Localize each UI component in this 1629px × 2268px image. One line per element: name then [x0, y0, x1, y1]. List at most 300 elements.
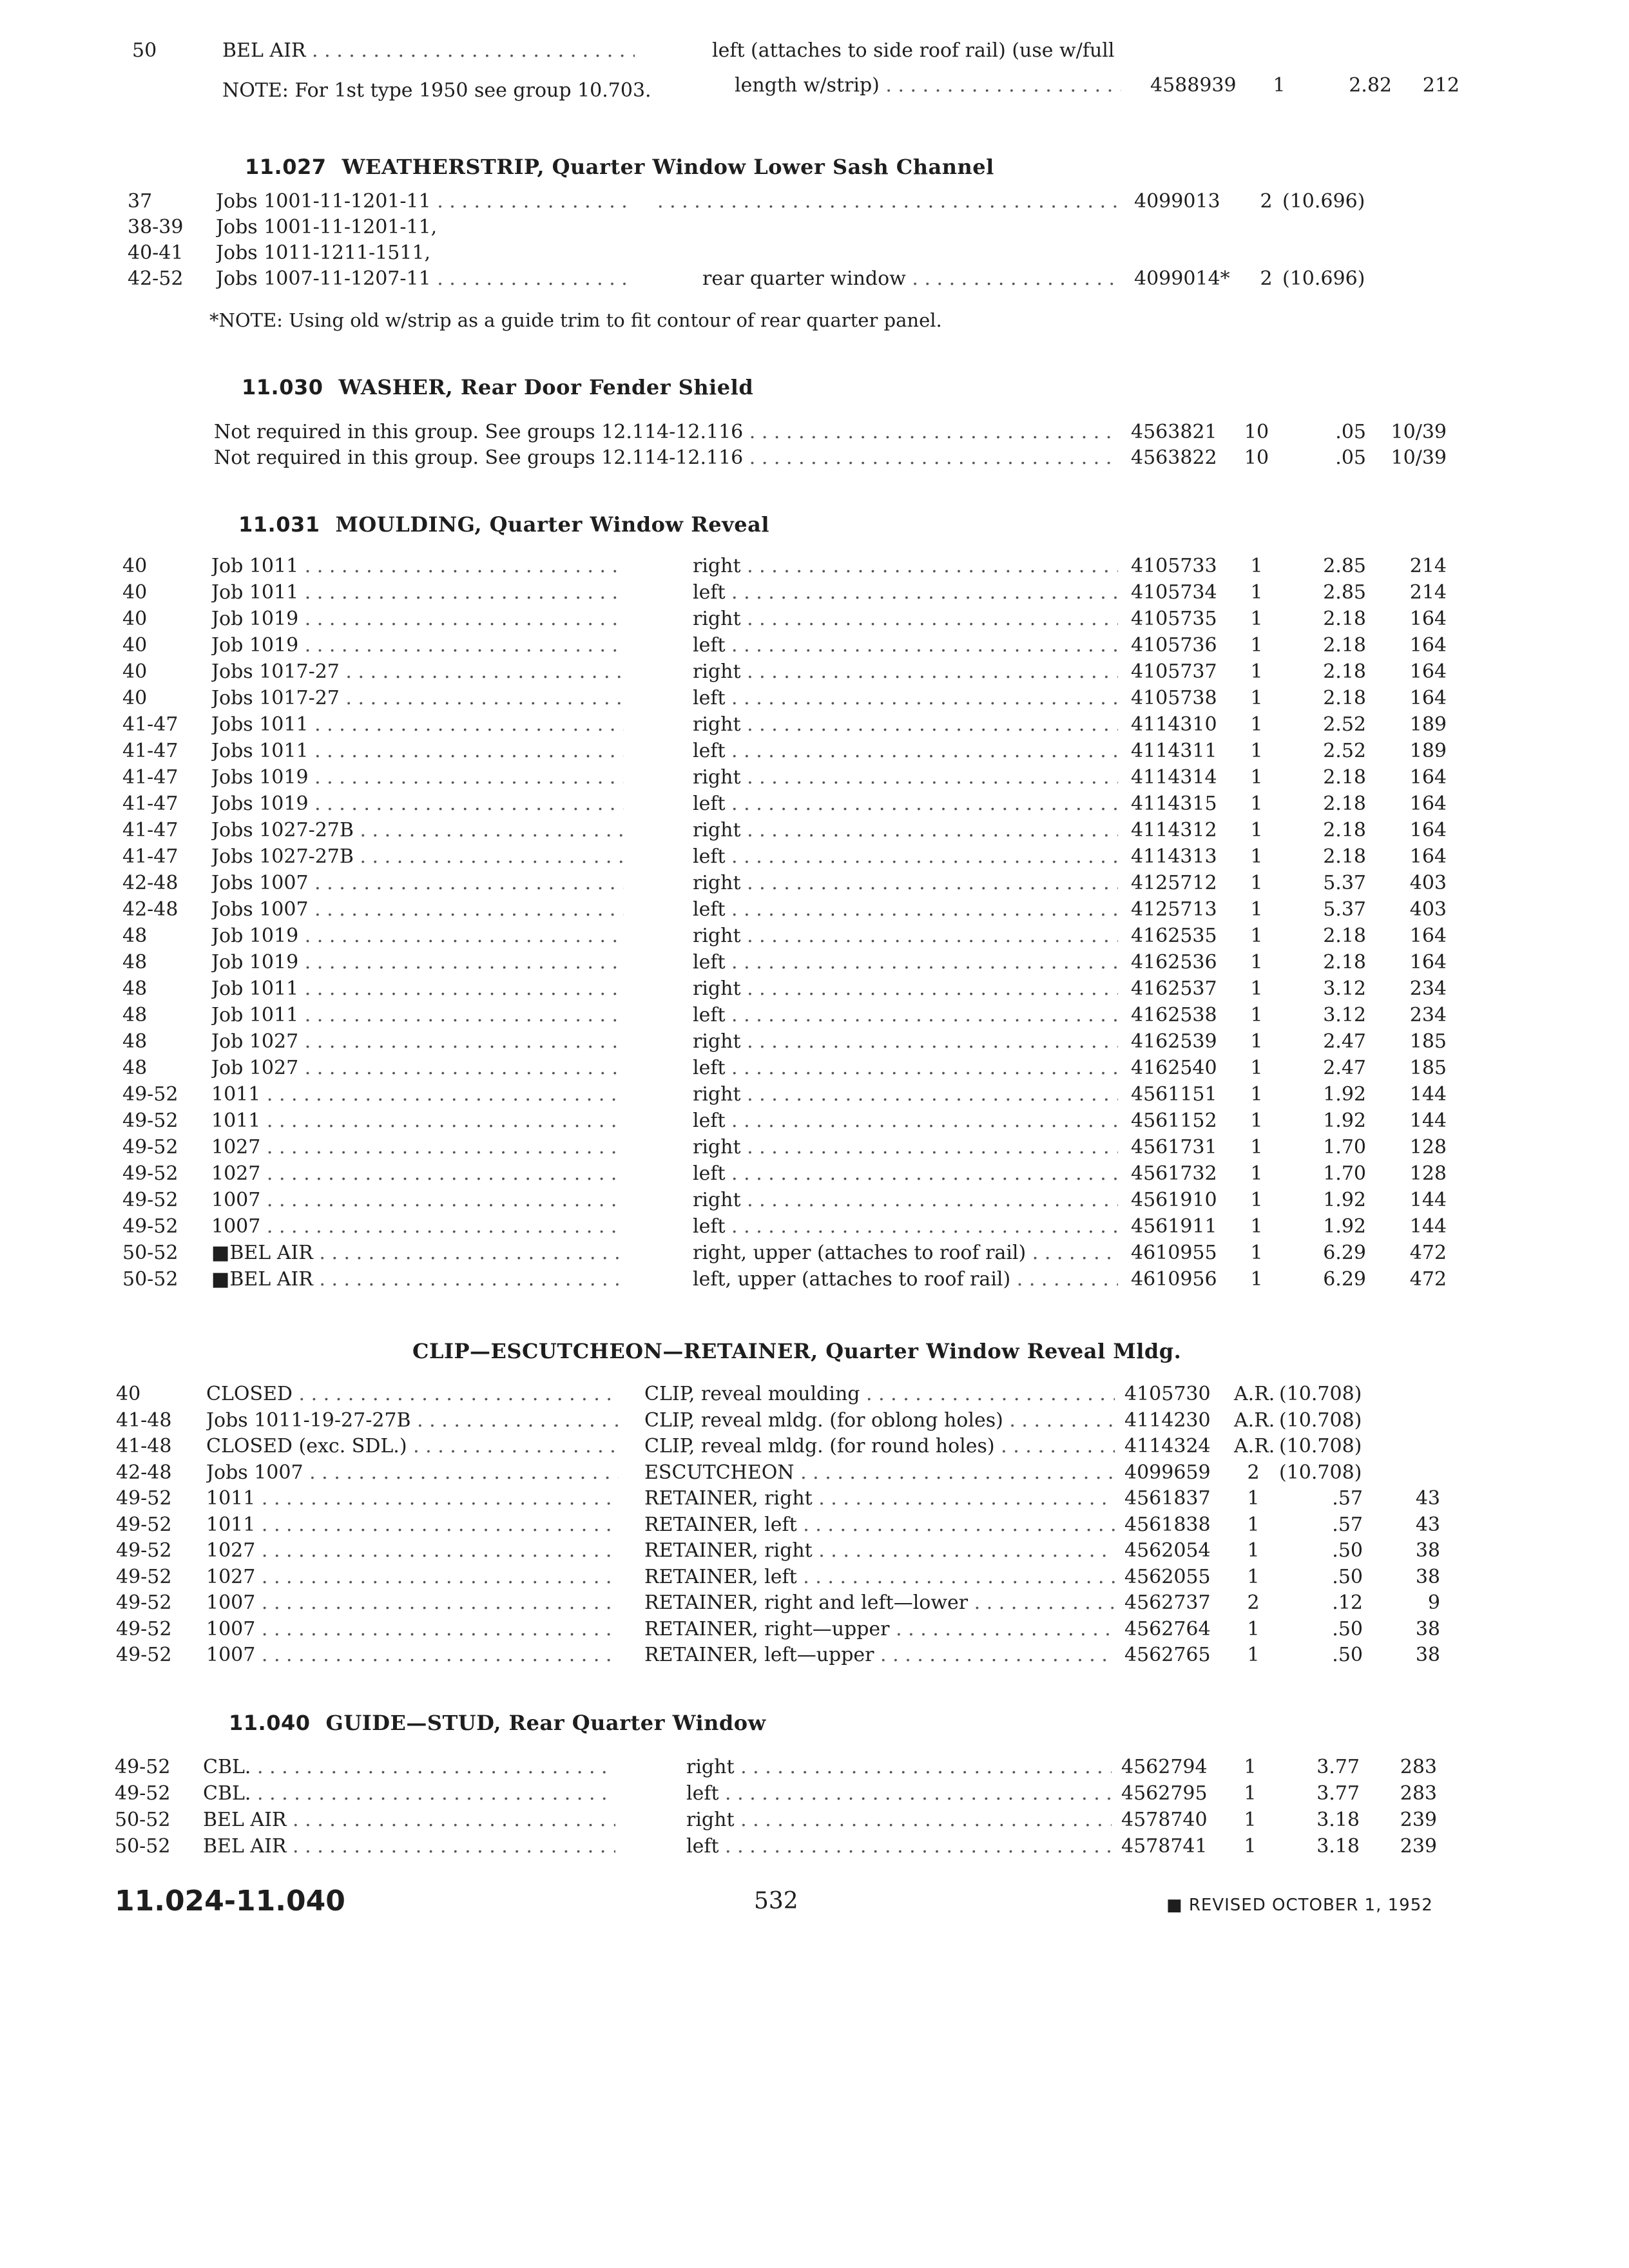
table-row	[0, 1537, 1629, 1564]
per-c: 189	[1409, 713, 1447, 736]
table-row	[0, 1512, 1629, 1539]
desc-cell: right . . .	[693, 870, 1118, 897]
year-cell: 49-52	[116, 1591, 172, 1614]
year-cell: 42-48	[122, 872, 178, 894]
per-c: 164	[1409, 660, 1447, 683]
year-cell: 40	[122, 687, 148, 709]
year-cell: 38-39	[128, 216, 184, 238]
part-number: 4114315	[1131, 793, 1217, 815]
price: 2.47	[1323, 1057, 1366, 1079]
section-title: WASHER, Rear Door Fender Shield	[338, 375, 754, 399]
group-range: 11.024-11.040	[115, 1885, 345, 1917]
table-row	[0, 1266, 1629, 1293]
desc-cell: left (attaches to side roof rail) (use w/full	[712, 39, 1115, 62]
table-row	[0, 214, 1629, 241]
per-c: 164	[1409, 766, 1447, 789]
year-cell: 49-52	[116, 1487, 172, 1510]
section-heading	[229, 1711, 766, 1735]
desc-cell: left, upper (attaches to roof rail) . . .	[693, 1266, 1118, 1293]
quantity: 1	[1250, 1057, 1263, 1079]
table-row	[0, 1381, 1629, 1408]
quantity: 1	[1250, 1215, 1263, 1238]
year-cell: 49-52	[115, 1782, 171, 1805]
job-cell: Job 1019 . . .	[211, 606, 624, 633]
per-c: 164	[1409, 634, 1447, 657]
per-c: 38	[1415, 1539, 1440, 1562]
desc-cell: right . . .	[693, 923, 1118, 950]
quantity: 1	[1250, 925, 1263, 947]
table-row	[0, 579, 1629, 606]
quantity: 10	[1244, 447, 1269, 469]
reference: (10.696)	[1282, 190, 1365, 213]
quantity: 1	[1250, 819, 1263, 841]
job-cell: Jobs 1019 . . .	[211, 791, 624, 818]
price: 3.77	[1316, 1756, 1360, 1778]
job-cell: 1011 . . .	[211, 1081, 624, 1108]
per-c: 403	[1409, 872, 1447, 894]
table-row	[0, 1616, 1629, 1643]
quantity: 1	[1250, 1110, 1263, 1132]
part-number: 4561837	[1124, 1487, 1211, 1510]
reference: (10.708)	[1279, 1383, 1362, 1405]
job-cell: 1027 . . .	[211, 1134, 624, 1161]
reference: (10.708)	[1279, 1408, 1362, 1432]
quantity: 2	[1260, 190, 1273, 213]
part-number: 4561910	[1131, 1189, 1217, 1211]
part-number: 4114312	[1131, 819, 1217, 841]
quantity: 1	[1250, 872, 1263, 894]
table-row	[0, 658, 1629, 686]
year-cell: 41-47	[122, 819, 178, 841]
price: 1.70	[1323, 1162, 1366, 1185]
quantity: 1	[1244, 1835, 1257, 1858]
quantity: 1	[1250, 555, 1263, 577]
year-cell: 49-52	[122, 1110, 178, 1132]
job-cell: 1027 . . .	[211, 1160, 624, 1187]
job-cell: Jobs 1017-27 . . .	[211, 685, 624, 712]
part-number: 4561732	[1131, 1162, 1217, 1185]
price: 1.92	[1323, 1215, 1366, 1238]
job-cell: Jobs 1017-27 . . .	[211, 658, 624, 686]
per-c: 214	[1409, 555, 1447, 577]
table-row	[0, 265, 1629, 293]
per-c: 283	[1400, 1782, 1437, 1805]
price: 1.92	[1323, 1110, 1366, 1132]
part-number: 4114324	[1124, 1435, 1211, 1457]
per-c: 164	[1409, 845, 1447, 868]
year-cell: 40	[122, 555, 148, 577]
desc-cell: right, upper (attaches to roof rail) . . .	[693, 1240, 1118, 1267]
quantity: 1	[1244, 1756, 1257, 1778]
quantity: 1	[1250, 951, 1263, 974]
quantity: 1	[1250, 977, 1263, 1000]
per-c: 283	[1400, 1756, 1437, 1778]
table-row	[0, 1754, 1629, 1781]
part-number: 4562794	[1121, 1756, 1208, 1778]
year-cell: 50-52	[122, 1242, 178, 1264]
price: 1.92	[1323, 1189, 1366, 1211]
table-row	[0, 1485, 1629, 1512]
year-cell: 41-48	[116, 1408, 172, 1432]
desc-cell: ESCUTCHEON . . .	[644, 1459, 1115, 1486]
note-cell: NOTE: For 1st type 1950 see group 10.703.	[222, 79, 651, 102]
desc-cell	[657, 188, 1121, 215]
table-row	[0, 37, 1629, 64]
group-number: 11.027	[245, 155, 327, 179]
quantity: 2	[1247, 1461, 1260, 1484]
desc-cell: left . . .	[693, 896, 1118, 923]
group-number: 11.040	[229, 1711, 311, 1735]
quantity: 1	[1244, 1809, 1257, 1831]
price: 2.85	[1323, 581, 1366, 604]
quantity: 1	[1250, 898, 1263, 921]
table-row	[0, 1108, 1629, 1135]
table-row	[0, 1160, 1629, 1187]
price: .50	[1332, 1539, 1363, 1562]
table-row	[0, 711, 1629, 738]
price: 2.18	[1323, 634, 1366, 657]
price: .57	[1332, 1513, 1363, 1536]
section-heading	[238, 512, 769, 537]
part-number: 4162540	[1131, 1057, 1217, 1079]
price: 2.52	[1323, 713, 1366, 736]
year-cell: 41-47	[122, 766, 178, 789]
price: 5.37	[1323, 872, 1366, 894]
part-number: 4114310	[1131, 713, 1217, 736]
table-row	[0, 817, 1629, 844]
year-cell: 40	[122, 608, 148, 630]
section-title: GUIDE—STUD, Rear Quarter Window	[325, 1711, 766, 1735]
quantity: 1	[1250, 740, 1263, 762]
per-c: 403	[1409, 898, 1447, 921]
job-cell: 1011 . . .	[206, 1485, 619, 1512]
per-c: 185	[1409, 1030, 1447, 1053]
job-cell: Job 1011 . . .	[211, 1002, 624, 1029]
job-cell: Job 1019 . . .	[211, 949, 624, 976]
quantity: 1	[1247, 1617, 1260, 1640]
table-row	[0, 843, 1629, 870]
quantity: 1	[1250, 1268, 1263, 1291]
per-c: 9	[1427, 1591, 1440, 1614]
year-cell: 48	[122, 951, 148, 974]
table-row	[0, 1407, 1629, 1434]
desc-cell: left . . .	[693, 685, 1118, 712]
per-c: 144	[1409, 1215, 1447, 1238]
price: .05	[1335, 447, 1366, 469]
price: 3.12	[1323, 1004, 1366, 1026]
table-row	[0, 870, 1629, 897]
year-cell: 50-52	[115, 1835, 171, 1858]
desc-cell: RETAINER, left—upper . . .	[644, 1642, 1115, 1669]
job-cell: 1027 . . .	[206, 1537, 619, 1564]
price: 2.85	[1323, 555, 1366, 577]
per-c: 164	[1409, 793, 1447, 815]
quantity: 1	[1250, 845, 1263, 868]
job-cell: Jobs 1011-19-27-27B . . .	[206, 1407, 619, 1434]
desc-cell: left . . .	[693, 632, 1118, 659]
desc-cell: left . . .	[693, 579, 1118, 606]
desc-cell: left . . .	[693, 791, 1118, 818]
table-row	[0, 1564, 1629, 1591]
job-cell: Jobs 1007 . . .	[211, 896, 624, 923]
year-cell: 42-48	[122, 898, 178, 921]
per-c: 38	[1415, 1565, 1440, 1588]
desc-cell: left . . .	[693, 738, 1118, 765]
desc-cell: right . . .	[686, 1807, 1112, 1834]
year-cell: 41-47	[122, 740, 178, 762]
price: 1.92	[1323, 1083, 1366, 1106]
desc-cell: right . . .	[693, 817, 1118, 844]
table-row	[0, 72, 1629, 99]
quantity: 1	[1250, 793, 1263, 815]
per-c: 10/39	[1391, 421, 1447, 443]
desc-cell: right . . .	[693, 1081, 1118, 1108]
desc-cell: RETAINER, right and left—lower . . .	[644, 1590, 1115, 1617]
desc-cell: left . . .	[693, 1213, 1118, 1240]
desc-cell: right . . .	[693, 553, 1118, 580]
part-number: 4563822	[1131, 447, 1217, 469]
price: .57	[1332, 1487, 1363, 1510]
year-cell: 40	[122, 581, 148, 604]
job-cell: Job 1019 . . .	[211, 923, 624, 950]
price: 1.70	[1323, 1136, 1366, 1158]
job-cell: CLOSED (exc. SDL.) . . .	[206, 1433, 619, 1460]
table-row	[0, 1459, 1629, 1486]
part-number: 4561151	[1131, 1083, 1217, 1106]
table-row	[0, 738, 1629, 765]
job-cell: 1011 . . .	[211, 1108, 624, 1135]
desc-cell: right . . .	[686, 1754, 1112, 1781]
price: 3.77	[1316, 1782, 1360, 1805]
desc-cell: right . . .	[693, 975, 1118, 1003]
per-c: 239	[1400, 1809, 1437, 1831]
desc-cell: right . . .	[693, 1134, 1118, 1161]
job-cell: BEL AIR . . .	[203, 1807, 615, 1834]
per-c: 239	[1400, 1835, 1437, 1858]
table-row	[0, 419, 1629, 446]
per-c: 234	[1409, 1004, 1447, 1026]
price: 2.47	[1323, 1030, 1366, 1053]
part-number: 4162538	[1131, 1004, 1217, 1026]
part-number: 4578740	[1121, 1809, 1208, 1831]
table-row	[0, 632, 1629, 659]
desc-cell: CLIP, reveal mldg. (for round holes) . . .	[644, 1433, 1115, 1460]
year-cell: 48	[122, 925, 148, 947]
table-row	[0, 188, 1629, 215]
quantity: 1	[1250, 1136, 1263, 1158]
quantity: 1	[1244, 1782, 1257, 1805]
quantity: 1	[1250, 687, 1263, 709]
per-c: 164	[1409, 819, 1447, 841]
quantity: 1	[1250, 634, 1263, 657]
price: 2.82	[1349, 74, 1392, 97]
quantity: 1	[1250, 766, 1263, 789]
price: .50	[1332, 1644, 1363, 1666]
year-cell: 41-48	[116, 1435, 172, 1457]
price: 2.52	[1323, 740, 1366, 762]
desc-cell: right . . .	[693, 606, 1118, 633]
part-number: 4099014*	[1134, 267, 1230, 290]
desc-cell: left . . .	[693, 1055, 1118, 1082]
job-cell: 1007 . . .	[211, 1187, 624, 1214]
part-number: 4105738	[1131, 687, 1217, 709]
job-cell: 1007 . . .	[206, 1616, 619, 1643]
price: 2.18	[1323, 925, 1366, 947]
table-row	[0, 685, 1629, 712]
table-row	[0, 1134, 1629, 1161]
part-number: 4562737	[1124, 1591, 1211, 1614]
desc-cell: RETAINER, right—upper . . .	[644, 1616, 1115, 1643]
job-cell: Jobs 1001-11-1201-11 . . .	[216, 188, 628, 215]
quantity: 1	[1250, 1162, 1263, 1185]
part-number: 4561152	[1131, 1110, 1217, 1132]
quantity: 1	[1250, 1083, 1263, 1106]
price: 3.12	[1323, 977, 1366, 1000]
job-cell: Job 1011 . . .	[211, 579, 624, 606]
table-row	[0, 949, 1629, 976]
group-number: 11.030	[242, 375, 323, 399]
year-cell: 49-52	[116, 1539, 172, 1562]
job-cell: 1027 . . .	[206, 1564, 619, 1591]
price: .05	[1335, 421, 1366, 443]
year-cell: 41-47	[122, 793, 178, 815]
table-row	[0, 1081, 1629, 1108]
quantity: 2	[1247, 1591, 1260, 1614]
desc-cell: right . . .	[693, 1028, 1118, 1055]
year-cell: 48	[122, 1057, 148, 1079]
desc-cell: left . . .	[693, 1160, 1118, 1187]
job-cell: BEL AIR . . .	[203, 1833, 615, 1860]
year-cell: 49-52	[116, 1513, 172, 1536]
part-number: 4588939	[1150, 74, 1237, 97]
table-row	[0, 1642, 1629, 1669]
part-number: 4562055	[1124, 1565, 1211, 1588]
quantity: 1	[1247, 1644, 1260, 1666]
table-row	[0, 764, 1629, 791]
quantity: 1	[1250, 1242, 1263, 1264]
price: 2.18	[1323, 793, 1366, 815]
job-cell: 1007 . . .	[206, 1642, 619, 1669]
part-number: 4105737	[1131, 660, 1217, 683]
part-number: 4562764	[1124, 1617, 1211, 1640]
part-number: 4562765	[1124, 1644, 1211, 1666]
table-row	[0, 1002, 1629, 1029]
job-cell: Jobs 1007 . . .	[211, 870, 624, 897]
table-row	[0, 791, 1629, 818]
year-cell: 49-52	[116, 1565, 172, 1588]
year-cell: 40	[122, 634, 148, 657]
part-number: 4610955	[1131, 1242, 1217, 1264]
table-row	[0, 1213, 1629, 1240]
desc-cell: left . . .	[693, 949, 1118, 976]
row-text: Not required in this group. See groups 12.114-12.116 . . .	[214, 419, 1116, 446]
job-cell: ■BEL AIR . . .	[211, 1240, 624, 1267]
desc-cell: RETAINER, left . . .	[644, 1564, 1115, 1591]
quantity: 1	[1250, 581, 1263, 604]
per-c: 128	[1409, 1162, 1447, 1185]
year-cell: 48	[122, 1004, 148, 1026]
table-row	[0, 975, 1629, 1003]
reference: (10.708)	[1279, 1435, 1362, 1457]
part-number: 4563821	[1131, 421, 1217, 443]
part-number: 4105730	[1124, 1383, 1211, 1405]
per-c: 472	[1409, 1268, 1447, 1291]
section-title: CLIP—ESCUTCHEON—RETAINER, Quarter Window Reveal Mldg.	[412, 1339, 1182, 1363]
table-row	[0, 1780, 1629, 1807]
desc-cell: left . . .	[686, 1780, 1112, 1807]
year-cell: 48	[122, 977, 148, 1000]
desc-cell: length w/strip) . . .	[735, 72, 1121, 99]
quantity: 1	[1273, 74, 1286, 97]
per-c: 38	[1415, 1617, 1440, 1640]
desc-cell: right . . .	[693, 711, 1118, 738]
part-number: 4162536	[1131, 951, 1217, 974]
year-cell: 40-41	[128, 242, 184, 264]
year-cell: 42-52	[128, 267, 184, 290]
quantity: 1	[1247, 1565, 1260, 1588]
job-cell: Jobs 1007-11-1207-11 . . .	[216, 265, 628, 293]
price: .50	[1332, 1565, 1363, 1588]
desc-cell: right . . .	[693, 764, 1118, 791]
year-cell: 49-52	[122, 1215, 178, 1238]
year-cell: 49-52	[122, 1136, 178, 1158]
price: .50	[1332, 1617, 1363, 1640]
part-number: 4561911	[1131, 1215, 1217, 1238]
per-c: 164	[1409, 925, 1447, 947]
per-c: 144	[1409, 1110, 1447, 1132]
year-cell: 49-52	[115, 1756, 171, 1778]
job-cell: Jobs 1027-27B . . .	[211, 817, 624, 844]
year-cell: 50-52	[115, 1809, 171, 1831]
desc-cell: right . . .	[693, 1187, 1118, 1214]
desc-cell: left . . .	[693, 1108, 1118, 1135]
per-c: 43	[1415, 1513, 1440, 1536]
quantity: 1	[1250, 1189, 1263, 1211]
price: 6.29	[1323, 1242, 1366, 1264]
table-row	[0, 1028, 1629, 1055]
price: 5.37	[1323, 898, 1366, 921]
desc-cell: CLIP, reveal moulding . . .	[644, 1381, 1115, 1408]
desc-cell: RETAINER, right . . .	[644, 1485, 1115, 1512]
job-cell: Job 1011 . . .	[211, 975, 624, 1003]
job-cell: Job 1011 . . .	[211, 553, 624, 580]
section-title: MOULDING, Quarter Window Reveal	[335, 512, 769, 537]
job-cell: BEL AIR . . .	[222, 37, 635, 64]
page-number: 532	[754, 1888, 798, 1914]
job-cell: Jobs 1027-27B . . .	[211, 843, 624, 870]
per-c: 144	[1409, 1189, 1447, 1211]
per-c: 212	[1422, 74, 1460, 97]
desc-cell: right . . .	[693, 658, 1118, 686]
year-cell: 49-52	[122, 1162, 178, 1185]
desc-cell: left . . .	[686, 1833, 1112, 1860]
job-cell: Job 1019 . . .	[211, 632, 624, 659]
quantity: 1	[1247, 1539, 1260, 1562]
price: 6.29	[1323, 1268, 1366, 1291]
quantity: A.R.	[1234, 1383, 1275, 1405]
job-cell: 1011 . . .	[206, 1512, 619, 1539]
desc-cell: left . . .	[693, 1002, 1118, 1029]
year-cell: 49-52	[116, 1617, 172, 1640]
row-text: Not required in this group. See groups 12.114-12.116 . . .	[214, 445, 1116, 472]
reference: (10.708)	[1279, 1461, 1362, 1484]
per-c: 472	[1409, 1242, 1447, 1264]
quantity: 10	[1244, 421, 1269, 443]
part-number: 4578741	[1121, 1835, 1208, 1858]
year-cell: 49-52	[122, 1189, 178, 1211]
job-cell: Jobs 1001-11-1201-11,	[216, 216, 438, 238]
section-heading	[242, 375, 753, 399]
